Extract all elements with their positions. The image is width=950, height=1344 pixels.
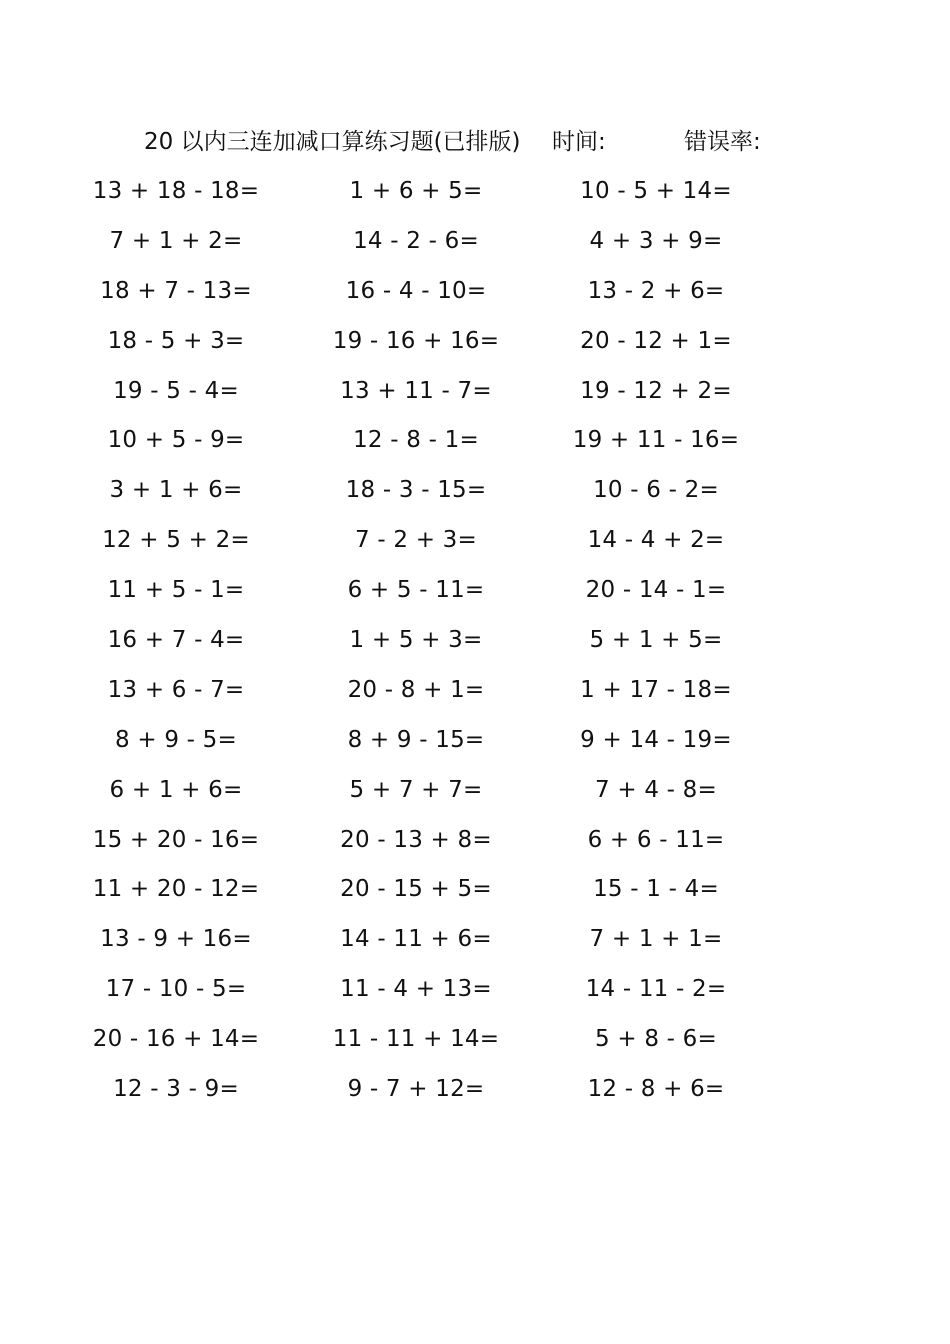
problem-item: 18 - 3 - 15= [345, 477, 487, 504]
problem-item: 6 + 6 - 11= [587, 826, 725, 853]
problem-column-2 [296, 171, 536, 1119]
problem-item: 1 + 5 + 3= [349, 627, 483, 654]
problem-item: 9 - 7 + 12= [347, 1076, 485, 1103]
problem-item: 8 + 9 - 5= [115, 726, 237, 753]
problem-item: 14 - 11 + 6= [340, 926, 492, 953]
problem-item: 15 + 20 - 16= [92, 826, 260, 853]
problem-item: 19 - 16 + 16= [332, 327, 500, 354]
problem-column-1 [56, 171, 296, 1119]
problem-item: 4 + 3 + 9= [589, 227, 723, 254]
problem-item: 20 - 8 + 1= [347, 676, 485, 703]
problem-item: 16 + 7 - 4= [107, 627, 245, 654]
problem-item: 19 - 12 + 2= [580, 377, 732, 404]
problem-item: 14 - 11 - 2= [585, 976, 727, 1003]
problem-item: 8 + 9 - 15= [347, 726, 485, 753]
problem-item: 11 + 5 - 1= [107, 577, 245, 604]
problem-item: 14 - 2 - 6= [353, 227, 479, 254]
problem-item: 17 - 10 - 5= [105, 976, 247, 1003]
problem-item: 11 + 20 - 12= [92, 876, 260, 903]
problem-item: 5 + 8 - 6= [595, 1026, 717, 1053]
problem-item: 20 - 13 + 8= [340, 826, 492, 853]
problem-item: 7 + 1 + 1= [589, 926, 723, 953]
problem-item: 20 - 12 + 1= [580, 327, 732, 354]
problem-item: 20 - 14 - 1= [585, 577, 727, 604]
problem-column-3 [536, 171, 776, 1119]
problem-item: 18 + 7 - 13= [100, 277, 252, 304]
problem-item: 6 + 1 + 6= [109, 776, 243, 803]
problem-item: 13 + 6 - 7= [107, 676, 245, 703]
problem-item: 13 - 2 + 6= [587, 277, 725, 304]
problem-item: 12 - 8 + 6= [587, 1076, 725, 1103]
problem-item: 20 - 15 + 5= [340, 876, 492, 903]
problem-item: 18 - 5 + 3= [107, 327, 245, 354]
problem-item: 3 + 1 + 6= [109, 477, 243, 504]
problem-item: 19 - 5 - 4= [113, 377, 239, 404]
problem-item: 11 - 4 + 13= [340, 976, 492, 1003]
problem-item: 16 - 4 - 10= [345, 277, 487, 304]
problem-item: 10 - 6 - 2= [593, 477, 719, 504]
problem-item: 10 - 5 + 14= [580, 178, 732, 204]
error-rate-label: 错误率: [684, 129, 761, 155]
problem-item: 7 + 4 - 8= [595, 776, 717, 803]
problem-item: 7 + 1 + 2= [109, 227, 243, 254]
problem-item: 14 - 4 + 2= [587, 527, 725, 554]
worksheet-title: 20 以内三连加减口算练习题(已排版) [144, 129, 521, 155]
problem-item: 7 - 2 + 3= [355, 527, 477, 554]
problem-item: 19 + 11 - 16= [572, 427, 740, 454]
problem-item: 1 + 6 + 5= [349, 178, 483, 204]
problem-item: 13 + 18 - 18= [92, 178, 260, 204]
problem-item: 20 - 16 + 14= [92, 1026, 260, 1053]
problem-item: 15 - 1 - 4= [593, 876, 719, 903]
problem-item: 12 + 5 + 2= [102, 527, 250, 554]
problem-item: 5 + 7 + 7= [349, 776, 483, 803]
problem-item: 1 + 17 - 18= [580, 676, 732, 703]
problem-item: 5 + 1 + 5= [589, 627, 723, 654]
problem-item: 12 - 8 - 1= [353, 427, 479, 454]
problem-item: 13 - 9 + 16= [100, 926, 252, 953]
problem-item: 11 - 11 + 14= [332, 1026, 500, 1053]
problem-item: 13 + 11 - 7= [340, 377, 492, 404]
problem-item: 9 + 14 - 19= [580, 726, 732, 753]
problem-item: 6 + 5 - 11= [347, 577, 485, 604]
problem-item: 12 - 3 - 9= [113, 1076, 239, 1103]
time-label: 时间: [552, 129, 606, 155]
problem-item: 10 + 5 - 9= [107, 427, 245, 454]
